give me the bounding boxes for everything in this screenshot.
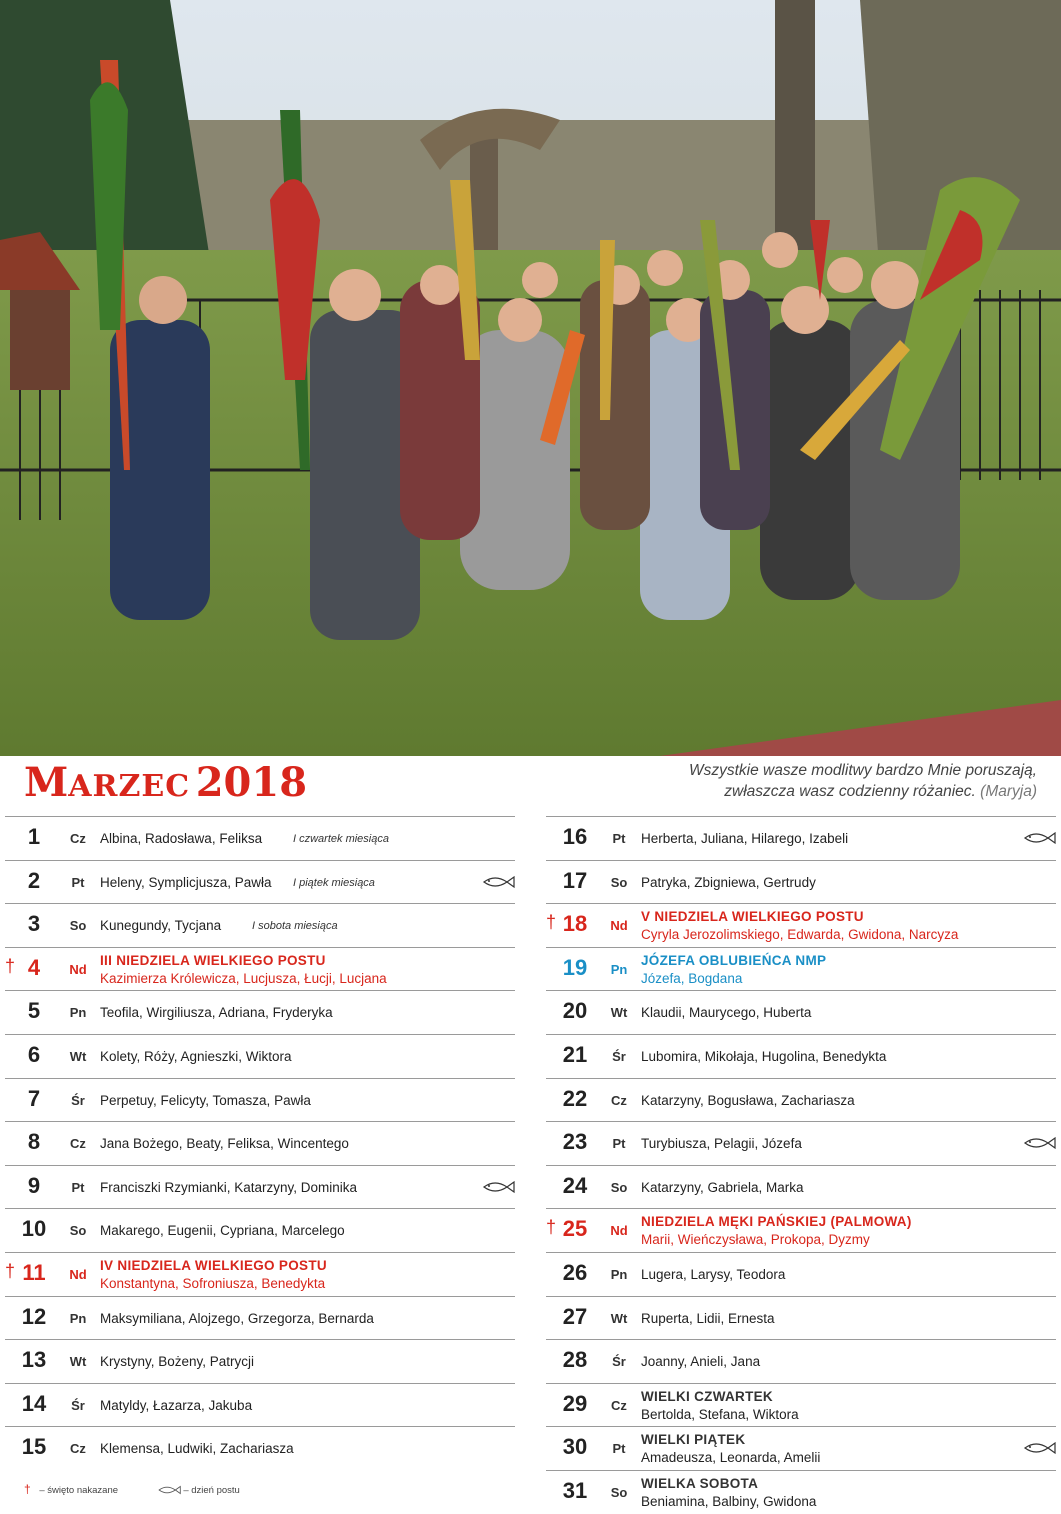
day-of-week: Cz	[611, 1092, 627, 1108]
day-of-week: Wt	[69, 1048, 87, 1064]
year: 2018	[195, 759, 308, 806]
day-row-4	[5, 947, 515, 991]
day-of-week: Nd	[610, 1223, 628, 1239]
day-row-22	[546, 1078, 1056, 1122]
feast-title: WIELKI PIĄTEK	[641, 1432, 746, 1448]
feast-title: JÓZEFA OBLUBIEŃCA NMP	[641, 952, 827, 968]
day-number: 28	[562, 1347, 588, 1373]
day-row-15	[5, 1426, 515, 1470]
cross-icon: †	[24, 1482, 31, 1496]
day-of-week: Nd	[610, 918, 628, 934]
day-number: 27	[562, 1303, 588, 1329]
day-row-18	[546, 903, 1056, 947]
name-days: Kazimierza Królewicza, Lucjusza, Łucji, Lucjana	[100, 970, 387, 986]
day-of-week: So	[610, 1179, 628, 1195]
day-of-week: Pn	[610, 961, 628, 977]
name-days: Heleny, Symplicjusza, Pawła	[100, 874, 272, 890]
name-days: Maksymiliana, Alojzego, Grzegorza, Bernarda	[100, 1310, 374, 1326]
day-number: 5	[27, 998, 41, 1024]
day-row-30	[546, 1426, 1056, 1470]
name-days: Konstantyna, Sofroniusza, Benedykta	[100, 1275, 326, 1291]
holy-day-cross-icon: †	[546, 912, 557, 933]
day-of-week: Śr	[612, 1354, 626, 1370]
day-row-3	[5, 903, 515, 947]
day-of-week: Pt	[612, 831, 626, 846]
day-row-23	[546, 1121, 1056, 1165]
name-days: Albina, Radosława, Feliksa	[100, 831, 263, 846]
name-days: Amadeusza, Leonarda, Amelii	[641, 1450, 821, 1466]
day-of-week: Wt	[610, 1005, 628, 1021]
fish-icon	[481, 875, 515, 889]
day-of-week: So	[610, 874, 628, 890]
name-days: Turybiusza, Pelagii, Józefa	[641, 1136, 802, 1152]
day-row-16	[546, 816, 1056, 860]
holy-day-cross-icon: †	[5, 1260, 16, 1281]
days-column-left	[5, 816, 515, 1470]
feast-title: WIELKI CZWARTEK	[641, 1388, 773, 1404]
day-row-26	[546, 1252, 1056, 1296]
day-row-21	[546, 1034, 1056, 1078]
day-number: 26	[562, 1259, 588, 1285]
legend	[24, 1482, 246, 1496]
day-of-week: So	[610, 1484, 628, 1500]
day-number: 15	[21, 1434, 47, 1460]
day-of-week: Pt	[612, 1441, 626, 1457]
day-number: 10	[21, 1216, 47, 1242]
day-row-17	[546, 860, 1056, 904]
day-row-13	[5, 1339, 515, 1383]
day-number: 3	[27, 911, 41, 937]
feast-title: NIEDZIELA MĘKI PAŃSKIEJ (PALMOWA)	[641, 1214, 912, 1230]
quote-line-1: Wszystkie wasze modlitwy bardzo Mnie poruszają,	[688, 762, 1037, 779]
day-number: 25	[562, 1216, 588, 1242]
day-row-12	[5, 1296, 515, 1340]
day-row-24	[546, 1165, 1056, 1209]
days-column-right	[546, 816, 1056, 1514]
day-of-week: Cz	[70, 1136, 86, 1152]
name-days: Perpetuy, Felicyty, Tomasza, Pawła	[100, 1092, 311, 1108]
day-of-week: Pn	[610, 1266, 628, 1282]
day-of-week: Cz	[70, 1441, 86, 1457]
day-of-week: Cz	[611, 1397, 627, 1413]
name-days: Matyldy, Łazarza, Jakuba	[100, 1397, 253, 1413]
day-row-8	[5, 1121, 515, 1165]
day-of-week: Pt	[71, 874, 85, 890]
fish-icon	[1022, 1136, 1056, 1150]
name-days: Jana Bożego, Beaty, Feliksa, Wincentego	[100, 1136, 349, 1152]
day-of-week: Śr	[612, 1048, 626, 1064]
name-days: Lugera, Larysy, Teodora	[641, 1266, 786, 1282]
fish-icon	[1022, 1441, 1056, 1455]
name-days: Kolety, Róży, Agnieszki, Wiktora	[100, 1048, 292, 1064]
name-days: Cyryla Jerozolimskiego, Edwarda, Gwidona, Narcyza	[641, 927, 959, 943]
day-row-28	[546, 1339, 1056, 1383]
day-row-5	[5, 990, 515, 1034]
day-number: 23	[562, 1129, 588, 1155]
day-number: 29	[562, 1390, 588, 1416]
day-row-6	[5, 1034, 515, 1078]
name-days: Krystyny, Bożeny, Patrycji	[100, 1354, 255, 1370]
day-row-7	[5, 1078, 515, 1122]
name-days: Marii, Wieńczysława, Prokopa, Dyzmy	[641, 1232, 870, 1248]
day-number: 2	[27, 867, 41, 893]
day-number: 9	[27, 1172, 41, 1198]
name-days: Joanny, Anieli, Jana	[641, 1354, 761, 1370]
feast-title: IV NIEDZIELA WIELKIEGO POSTU	[100, 1257, 327, 1273]
day-number: 19	[562, 954, 588, 980]
day-of-week: So	[69, 1223, 87, 1239]
day-of-week: Pt	[71, 1179, 85, 1195]
day-number: 21	[562, 1041, 588, 1067]
quote	[517, 760, 1037, 802]
day-note: I sobota miesiąca	[252, 920, 338, 933]
day-number: 7	[27, 1085, 41, 1111]
day-of-week: Nd	[69, 1266, 87, 1282]
name-days: Klemensa, Ludwiki, Zachariasza	[100, 1441, 294, 1457]
day-number: 6	[27, 1041, 41, 1067]
day-row-25	[546, 1208, 1056, 1252]
day-number: 13	[21, 1347, 47, 1373]
name-days: Beniamina, Balbiny, Gwidona	[641, 1493, 817, 1509]
day-row-27	[546, 1296, 1056, 1340]
name-days: Katarzyny, Bogusława, Zachariasza	[641, 1092, 855, 1108]
fish-icon	[1022, 831, 1056, 845]
day-number: 24	[562, 1172, 588, 1198]
day-row-14	[5, 1383, 515, 1427]
day-row-31	[546, 1470, 1056, 1514]
name-days: Bertolda, Stefana, Wiktora	[641, 1406, 799, 1422]
day-row-1	[5, 816, 515, 860]
day-of-week: Śr	[71, 1092, 85, 1108]
month-title	[24, 758, 307, 808]
day-row-11	[5, 1252, 515, 1296]
legend-fish-text: – dzień postu	[183, 1485, 240, 1496]
name-days: Klaudii, Maurycego, Huberta	[641, 1005, 812, 1021]
day-row-20	[546, 990, 1056, 1034]
day-number: 4	[27, 954, 41, 980]
fish-icon	[481, 1180, 515, 1194]
fish-icon	[157, 1485, 181, 1495]
name-days: Ruperta, Lidii, Ernesta	[641, 1310, 775, 1326]
legend-cross-text: – święto nakazane	[39, 1485, 119, 1496]
quote-attribution: (Maryja)	[980, 783, 1037, 800]
month-initial: M	[24, 759, 69, 806]
day-number: 18	[562, 911, 588, 937]
day-number: 31	[562, 1477, 588, 1503]
day-number: 1	[27, 824, 41, 849]
name-days: Teofila, Wirgiliusza, Adriana, Fryderyka	[100, 1005, 333, 1021]
name-days: Józefa, Bogdana	[641, 970, 743, 986]
day-of-week: Wt	[610, 1310, 628, 1326]
day-number: 20	[562, 998, 588, 1024]
day-of-week: Wt	[69, 1354, 87, 1370]
calendar-photo	[0, 0, 1061, 756]
name-days: Patryka, Zbigniewa, Gertrudy	[641, 874, 816, 890]
name-days: Franciszki Rzymianki, Katarzyny, Dominika	[100, 1179, 358, 1195]
day-number: 22	[562, 1085, 588, 1111]
day-row-19	[546, 947, 1056, 991]
month-rest: ARZEC	[68, 769, 191, 804]
day-of-week: Pn	[69, 1310, 87, 1326]
day-of-week: Pt	[612, 1136, 626, 1152]
name-days: Lubomira, Mikołaja, Hugolina, Benedykta	[641, 1048, 887, 1064]
name-days: Kunegundy, Tycjana	[100, 918, 222, 934]
feast-title: WIELKA SOBOTA	[641, 1475, 759, 1491]
name-days: Makarego, Eugenii, Cypriana, Marcelego	[100, 1223, 345, 1239]
day-of-week: Śr	[71, 1397, 85, 1413]
day-note: I piątek miesiąca	[293, 876, 375, 889]
day-note: I czwartek miesiąca	[293, 833, 389, 845]
name-days: Herberta, Juliana, Hilarego, Izabeli	[641, 831, 849, 846]
quote-line-2: zwłaszcza wasz codzienny różaniec. (Maryja)	[724, 783, 1037, 800]
day-number: 8	[27, 1129, 41, 1155]
day-of-week: So	[69, 918, 87, 934]
day-number: 14	[21, 1390, 47, 1416]
holy-day-cross-icon: †	[5, 955, 16, 976]
day-row-29	[546, 1383, 1056, 1427]
holy-day-cross-icon: †	[546, 1217, 557, 1238]
day-number: 30	[562, 1434, 588, 1460]
feast-title: V NIEDZIELA WIELKIEGO POSTU	[641, 909, 864, 925]
day-number: 16	[562, 824, 588, 849]
day-row-10	[5, 1208, 515, 1252]
day-number: 12	[21, 1303, 47, 1329]
day-of-week: Nd	[69, 961, 87, 977]
name-days: Katarzyny, Gabriela, Marka	[641, 1179, 804, 1195]
day-of-week: Cz	[70, 831, 86, 846]
day-number: 11	[22, 1259, 46, 1285]
feast-title: III NIEDZIELA WIELKIEGO POSTU	[100, 952, 326, 968]
day-row-9	[5, 1165, 515, 1209]
day-row-2	[5, 860, 515, 904]
day-number: 17	[562, 867, 588, 893]
day-of-week: Pn	[69, 1005, 87, 1021]
